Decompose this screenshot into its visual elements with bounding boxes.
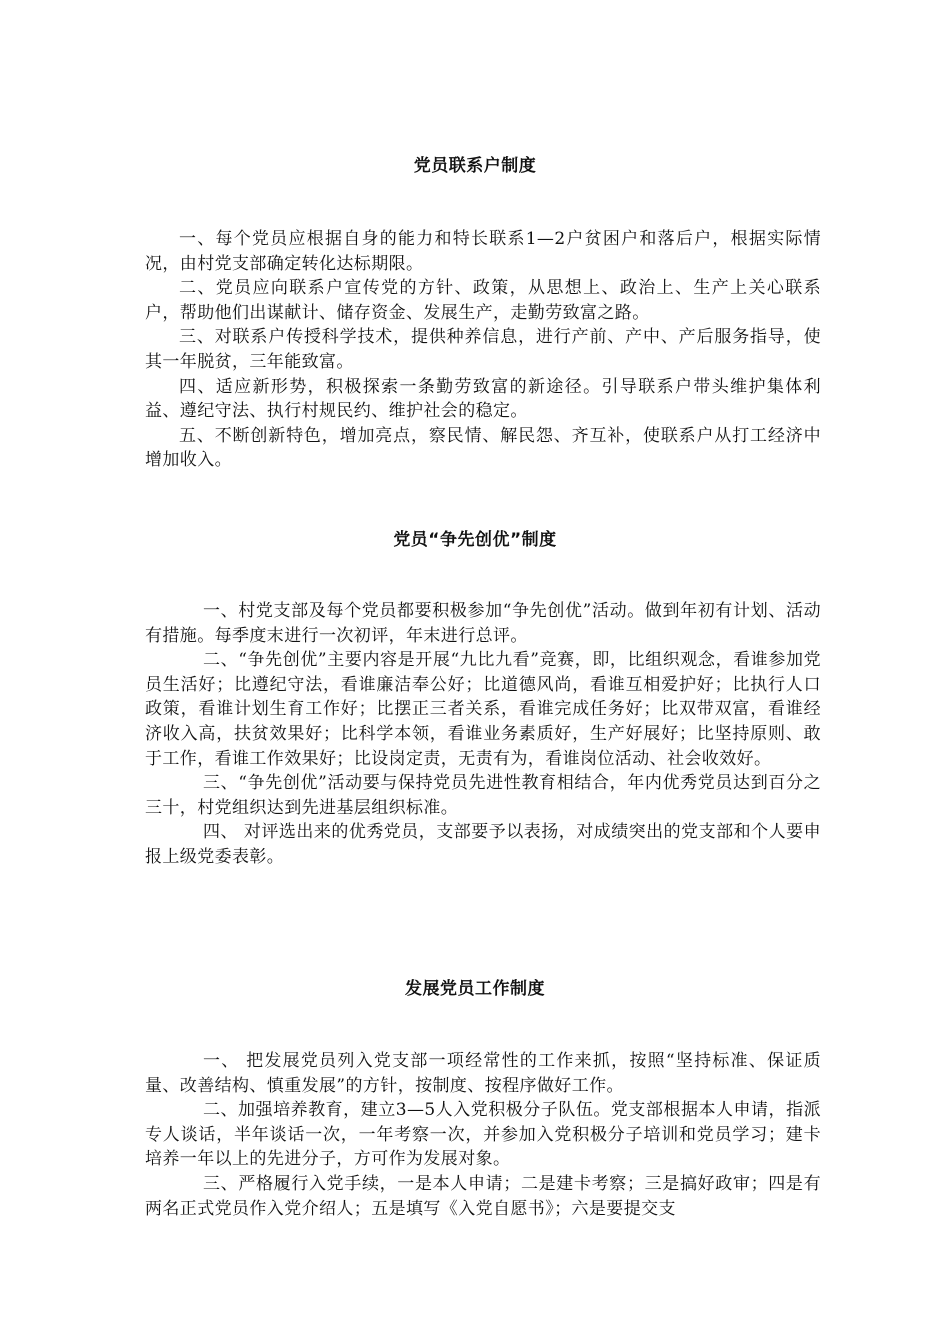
section-body-party-member-contact-households	[145, 227, 821, 473]
paragraph: 五、不断创新特色，增加亮点，察民情、解民怨、齐互补，使联系户从打工经济中增加收入。	[145, 425, 821, 471]
paragraph: 二、党员应向联系户宣传党的方针、政策，从思想上、政治上、生产上关心联系户，帮助他们出谋献计、储存资金、发展生产，走勤劳致富之路。	[145, 278, 821, 323]
paragraph: 四、适应新形势，积极探索一条勤劳致富的新途径。引导联系户带头维护集体利益、遵纪守法、执行村规民约、维护社会的稳定。	[145, 376, 821, 422]
paragraph: 三、对联系户传授科学技术，提供种养信息，进行产前、产中、产后服务指导，使其一年脱贫，三年能致富。	[145, 327, 821, 372]
paragraph: 一、 把发展党员列入党支部一项经常性的工作来抓，按照“坚持标准、保证质量、改善结构、慎重发展”的方针，按制度、按程序做好工作。	[145, 1051, 821, 1096]
paragraph: 三、严格履行入党手续，一是本人申请；二是建卡考察；三是搞好政审；四是有两名正式党员作入党介绍人；五是填写《入党自愿书》；六是要提交支	[145, 1173, 821, 1219]
section-body-strive-for-excellence	[145, 599, 821, 870]
section-body-party-member-development	[145, 1049, 821, 1221]
paragraph: 二、加强培养教育，建立3—5人入党积极分子队伍。党支部根据本人申请，指派专人谈话，半年谈话一次，一年考察一次，并参加入党积极分子培训和党员学习；建卡培养一年以上的先进分子，方可作为发展对象。	[145, 1100, 821, 1170]
paragraph: 三、“争先创优”活动要与保持党员先进性教育相结合，年内优秀党员达到百分之三十，村党组织达到先进基层组织标准。	[145, 773, 821, 818]
section-title-strive-for-excellence: 党员“争先创优”制度	[393, 530, 557, 550]
paragraph: 一、村党支部及每个党员都要积极参加“争先创优”活动。做到年初有计划、活动有措施。每季度末进行一次初评，年末进行总评。	[145, 601, 821, 646]
paragraph: 一、每个党员应根据自身的能力和特长联系1—2户贫困户和落后户，根据实际情况，由村党支部确定转化达标期限。	[145, 229, 821, 274]
paragraph: 四、 对评选出来的优秀党员，支部要予以表扬，对成绩突出的党支部和个人要申报上级党委表彰。	[145, 822, 821, 867]
section-title-party-member-contact-households: 党员联系户制度	[413, 156, 537, 176]
paragraph: 二、“争先创优”主要内容是开展“九比九看”竞赛，即，比组织观念，看谁参加党员生活好；比遵纪守法，看谁廉洁奉公好；比道德风尚，看谁互相爱护好；比执行人口政策，看谁计划生育工作好；比摆正三者关系，看谁完成任务好；比双带双富，看谁经济收入高，扶贫效果好；比科学本领，看谁业务素质好，生产好展好；比坚持原则、敢于工作，看谁工作效果好；比设岗定责，无责有为，看谁岗位活动、社会收效好。	[145, 650, 821, 769]
section-title-party-member-development: 发展党员工作制度	[405, 979, 545, 999]
